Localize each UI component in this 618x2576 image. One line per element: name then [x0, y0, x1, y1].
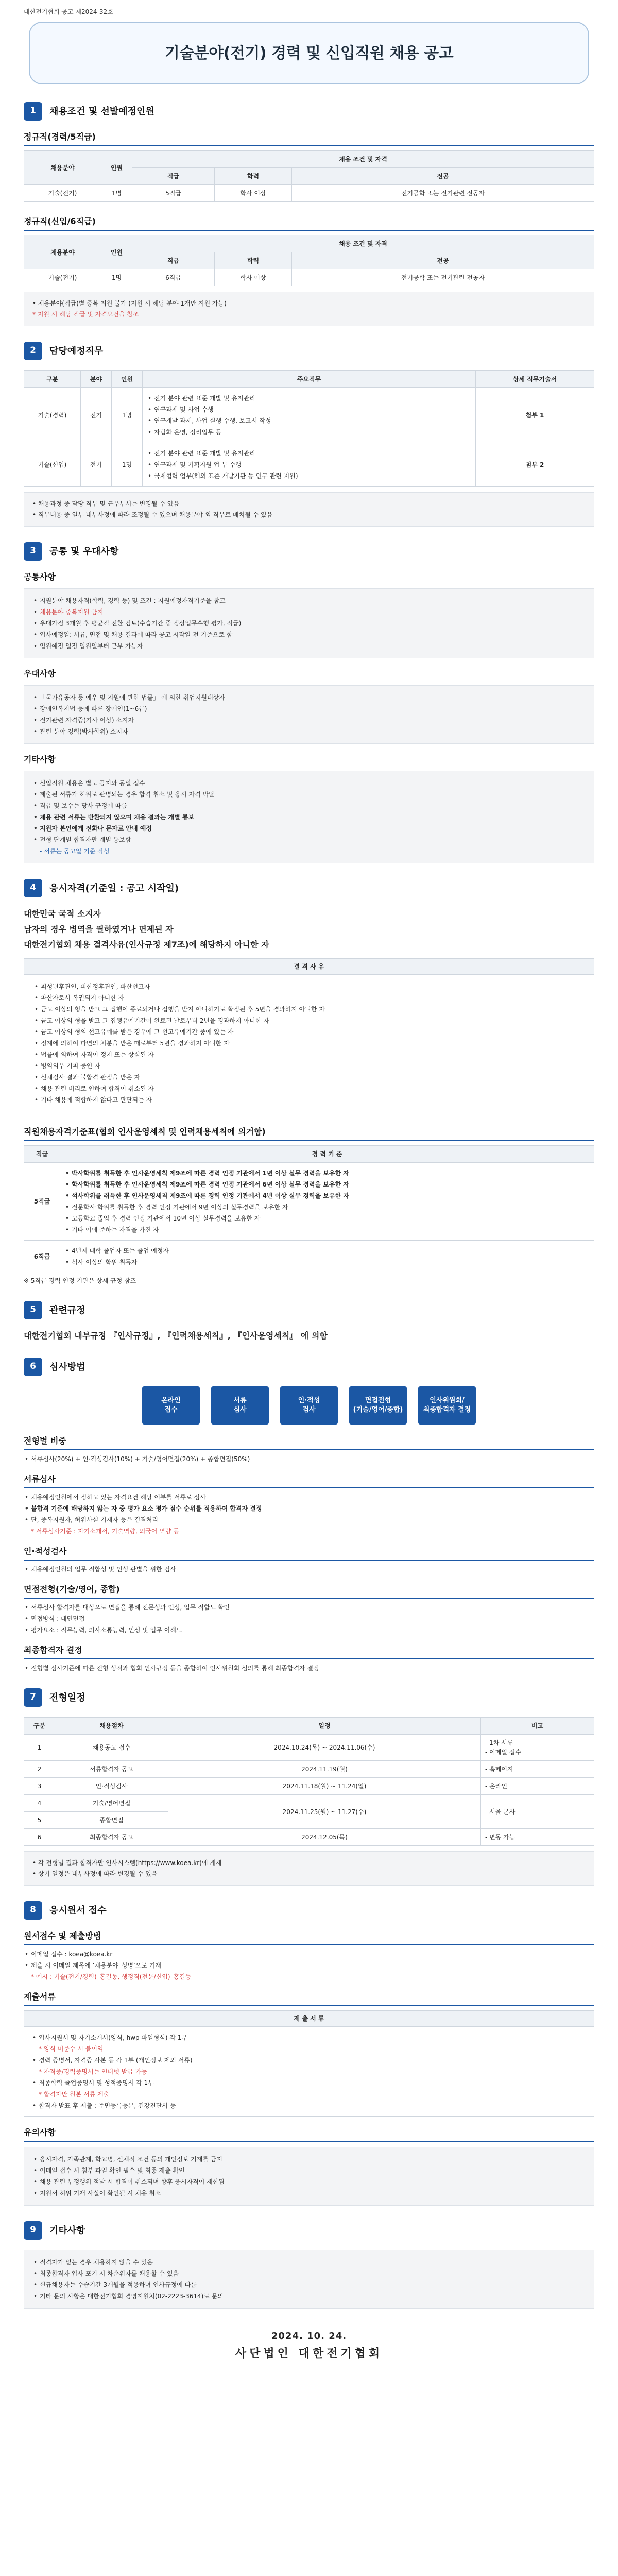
col-detail: 상세 직무기술서: [476, 371, 594, 388]
section-number: 5: [24, 1301, 42, 1319]
cell: - 홈페이지: [481, 1761, 594, 1778]
requirement: 대한전기협회 채용 결격사유(인사규정 제7조)에 해당하지 아니한 자: [24, 940, 269, 950]
footer-org: 사단법인 대한전기협회: [235, 2347, 383, 2360]
final-subtitle: 최종합격자 결정: [24, 1644, 594, 1659]
section-7-header: [24, 1688, 594, 1707]
col-major: 전공: [292, 168, 594, 185]
cell: 학사 이상: [215, 269, 292, 286]
col-field: 채용분야: [24, 235, 101, 269]
cell: 전기공학 또는 전기관련 전공자: [292, 185, 594, 202]
section-title: 담당예정직무: [49, 345, 104, 357]
col-grade: 직급: [132, 168, 215, 185]
col-duty: 주요직무: [143, 371, 476, 388]
list-item: • 학사학위를 취득한 후 인사운영세칙 제9조에 따른 경력 인정 기관에서 6년 이상 실무 경력을 보유한 자: [64, 1180, 590, 1189]
cell: 2: [24, 1761, 55, 1778]
regulation-text: 대한전기협회 내부규정 『인사규정』, 『인력채용세칙』, 『인사운영세칙』 에 의함: [24, 1331, 328, 1341]
cell: 2024.10.24(목) ~ 2024.11.06(수): [168, 1735, 481, 1761]
col-cond: 채용 조건 및 자격: [132, 235, 594, 252]
cell: 기술(전기): [24, 269, 101, 286]
list-item: • 평가요소 : 직무능력, 의사소통능력, 인성 및 업무 이해도: [24, 1625, 594, 1635]
cell: 6직급: [24, 1241, 60, 1273]
list-item: • 지원자 본인에게 전화나 문자로 안내 예정: [32, 824, 586, 833]
col-major: 전공: [292, 252, 594, 269]
list-item: • 박사학위를 취득한 후 인사운영세칙 제9조에 따른 경력 인정 기관에서 1년 이상 실무 경력을 보유한 자: [64, 1168, 590, 1178]
note-line: • 상기 일정은 내부사정에 따라 변경될 수 있음: [32, 1870, 158, 1877]
etc-box: [24, 771, 594, 863]
list-item: • 4년제 대학 졸업자 또는 졸업 예정자: [64, 1246, 590, 1256]
docs-header: 제 출 서 류: [24, 2011, 594, 2027]
list-sub-item: - 서류는 공고일 기준 작성: [40, 848, 110, 855]
cell: 전기: [81, 388, 112, 443]
section-number: 9: [24, 2221, 42, 2240]
section-number: 8: [24, 1901, 42, 1920]
duty-item: • 연구과제 및 기획지원 업 무 수행: [147, 460, 471, 469]
page-title: 기술분야(전기) 경력 및 신입직원 채용 공고: [164, 44, 454, 62]
cell: 5직급: [24, 1163, 60, 1241]
cell: 6: [24, 1829, 55, 1846]
s1-notes: [24, 292, 594, 326]
cell: 2024.11.25(월) ~ 11.27(수): [168, 1795, 481, 1829]
table-row: [24, 185, 594, 202]
list-item: • 최종합격자 입사 포기 시 차순위자를 채용할 수 있음: [32, 2269, 586, 2278]
col-field: 채용분야: [24, 151, 101, 185]
list-item: • 금고 이상의 형의 선고유예를 받은 경우에 그 선고유예기간 중에 있는 자: [33, 1027, 585, 1037]
list-item: • 불합격 기준에 해당하지 않는 자 중 평가 요소 평가 점수 순위를 적용하여 합격자 결정: [24, 1504, 594, 1513]
weight-subtitle: 전형별 비중: [24, 1435, 594, 1450]
process-steps: [24, 1386, 594, 1425]
requirement: 남자의 경우 병역을 필하였거나 면제된 자: [24, 924, 174, 934]
title-box: [29, 22, 589, 84]
std-cell: [60, 1241, 594, 1273]
cell: - 서울 본사: [481, 1795, 594, 1829]
list-item: • 피성년후견인, 피한정후견인, 파산선고자: [33, 982, 585, 991]
list-item: • 기타 채용에 적합하지 않다고 판단되는 자: [33, 1095, 585, 1105]
list-sub-item: * 자격증/경력증명서는 인터넷 발급 가능: [39, 2068, 147, 2075]
list-item: • 「국가유공자 등 예우 및 지원에 관한 법률」 에 의한 취업지원대상자: [32, 693, 586, 702]
list-item: • 장애인복지법 등에 따른 장애인(1~6급): [32, 704, 586, 714]
s2-notes: [24, 492, 594, 527]
list-item: • 지원서 허위 기재 사실이 확인될 시 채용 취소: [32, 2189, 586, 2198]
col-note: 비고: [481, 1718, 594, 1735]
cell: 종합면접: [55, 1812, 168, 1829]
cell: 4: [24, 1795, 55, 1812]
col-div: 구분: [24, 371, 81, 388]
col-std: 경 력 기 준: [60, 1146, 594, 1163]
section-number: 6: [24, 1358, 42, 1376]
cell: 1명: [101, 185, 132, 202]
section-number: 1: [24, 102, 42, 121]
list-item: • 신규채용자는 수습기간 3개월을 적용하며 인사규정에 따름: [32, 2280, 586, 2290]
section-title: 전형일정: [49, 1692, 85, 1703]
list-item: • 전기관련 자격증(기사 이상) 소지자: [32, 716, 586, 725]
section-number: 2: [24, 342, 42, 360]
table-row: [24, 1761, 594, 1778]
interview-subtitle: 면접전형(기술/영어, 종합): [24, 1583, 594, 1599]
note-line: * 지원 시 해당 직급 및 자격요건을 참조: [32, 311, 139, 318]
cell: 전기공학 또는 전기관련 전공자: [292, 269, 594, 286]
list-item: • 병역의무 기피 중인 자: [33, 1061, 585, 1071]
col-edu: 학력: [215, 168, 292, 185]
table-row: [24, 1829, 594, 1846]
col-count: 인원: [101, 151, 132, 185]
newbie-table: [24, 235, 594, 286]
cell: 첨부 1: [476, 388, 594, 443]
list-item: • 관련 분야 경력(박사학위) 소지자: [32, 727, 586, 736]
col-item: 채용절차: [55, 1718, 168, 1735]
list-item: • 기타 문의 사항은 대한전기협회 경영지원처(02-2223-3614)로 문의: [32, 2292, 586, 2301]
docs-box: [24, 2010, 594, 2117]
aptitude-subtitle: 인·적성검사: [24, 1545, 594, 1561]
table-row: [24, 269, 594, 286]
col-cond: 채용 조건 및 자격: [132, 151, 594, 168]
duty-table: [24, 370, 594, 487]
col-count: 인원: [112, 371, 143, 388]
list-item: • 법률에 의하여 자격이 정지 또는 상실된 자: [33, 1050, 585, 1059]
schedule-table: [24, 1717, 594, 1846]
disqualification-header: 결 격 사 유: [24, 959, 594, 975]
list-item: • 우대가점 3개월 후 평균적 전환 검토(수습기간 중 정상업무수행 평가, 직급): [32, 619, 586, 628]
cell: 2024.12.05(목): [168, 1829, 481, 1846]
section-title: 공통 및 우대사항: [49, 546, 119, 557]
cell: 5직급: [132, 185, 215, 202]
list-item: • 석사 이상의 학위 취득자: [64, 1258, 590, 1267]
std-cell: [60, 1163, 594, 1241]
career-std-table: [24, 1145, 594, 1273]
table-row: [24, 443, 594, 487]
list-item: • 서류심사 합격자를 대상으로 면접을 통해 전문성과 인성, 업무 적합도 확인: [24, 1603, 594, 1612]
note-line: • 각 전형별 결과 합격자만 인사시스템(https://www.koea.kr)에 게재: [32, 1859, 222, 1867]
cell: 기술(전기): [24, 185, 101, 202]
col-no: 구분: [24, 1718, 55, 1735]
cell: 2024.11.19(월): [168, 1761, 481, 1778]
cell: 1: [24, 1735, 55, 1761]
list-item: • 합격자 발표 후 제출 : 주민등록등본, 건강진단서 등: [31, 2101, 587, 2110]
section-9-header: [24, 2221, 594, 2240]
col-grade: 직급: [24, 1146, 60, 1163]
cell: - 온라인: [481, 1778, 594, 1795]
list-item: • 신입직원 채용은 별도 공지와 동일 접수: [32, 778, 586, 788]
col-edu: 학력: [215, 252, 292, 269]
step-interview: 면접전형 (기술/영어/종합): [349, 1386, 407, 1425]
table-row: [24, 1163, 594, 1241]
list-item: • 채용 관련 비리로 인하여 합격이 취소된 자: [33, 1084, 585, 1093]
section-title: 채용조건 및 선발예정인원: [49, 106, 154, 117]
list-item: • 전형 단계별 합격자만 개별 통보함: [32, 835, 586, 844]
list-item: • 이메일 접수 시 첨부 파일 확인 필수 및 최종 제출 확인: [32, 2166, 586, 2175]
table-row: [24, 1795, 594, 1812]
list-item: • 직급 및 보수는 당사 규정에 따름: [32, 801, 586, 810]
section-4-header: [24, 879, 594, 897]
common-subtitle: 공통사항: [24, 572, 56, 582]
step-online-apply: 온라인 접수: [142, 1386, 200, 1425]
list-item: • 적격자가 없는 경우 채용하지 않을 수 있음: [32, 2258, 586, 2267]
cell: 최종합격자 공고: [55, 1829, 168, 1846]
cell: 전기: [81, 443, 112, 487]
list-item: • 응시자격, 가족관계, 학교명, 신체적 조건 등의 개인정보 기재를 금지: [32, 2155, 586, 2164]
table-row: [24, 1735, 594, 1761]
cell: - 변동 가능: [481, 1829, 594, 1846]
list-item: • 석사학위를 취득한 후 인사운영세칙 제9조에 따른 경력 인정 기관에서 4년 이상 실무 경력을 보유한 자: [64, 1191, 590, 1200]
cell: 1명: [112, 388, 143, 443]
career-std-subtitle: 직원채용자격기준표(협회 인사운영세칙 및 인력채용세칙에 의거함): [24, 1126, 594, 1141]
receive-subtitle: 원서접수 및 제출방법: [24, 1930, 594, 1945]
table-row: [24, 1778, 594, 1795]
duty-cell: [143, 388, 476, 443]
cell: 학사 이상: [215, 185, 292, 202]
note-line: • 채용분야(직급)별 중복 지원 불가 (지원 시 해당 분야 1개만 지원 가능): [32, 300, 227, 307]
cell: 기술/영어면접: [55, 1795, 168, 1812]
duty-item: • 국제협력 업무(해외 표준 개발기관 등 연구 관련 지원): [147, 471, 471, 481]
list-sub-item: * 서류심사기준 : 자기소개서, 기술역량, 외국어 역량 등: [31, 1528, 179, 1535]
career-table: [24, 150, 594, 202]
cell: 6직급: [132, 269, 215, 286]
list-item: • 채용예정인원의 업무 적합성 및 인성 판별을 위한 검사: [24, 1565, 594, 1574]
cell: 서류합격자 공고: [55, 1761, 168, 1778]
section-6-header: [24, 1358, 594, 1376]
list-item: • 이메일 접수 : koea@koea.kr: [24, 1950, 594, 1959]
doc-review-subtitle: 서류심사: [24, 1473, 594, 1488]
list-item: • 제출된 서류가 허위로 판명되는 경우 합격 취소 및 응시 자격 박탈: [32, 790, 586, 799]
list-item: • 금고 이상의 형을 받고 그 집행이 종료되거나 집행을 받지 아니하기로 확정된 후 5년을 경과하지 아니한 자: [33, 1005, 585, 1014]
list-item: • 지원분야 채용자격(학력, 경력 등) 및 조건 : 지원예정자격기준을 참고: [32, 596, 586, 605]
duty-cell: [143, 443, 476, 487]
list-item: • 경력 증명서, 자격증 사본 등 각 1부 (개인정보 제외 서류): [31, 2056, 587, 2065]
list-item: • 채용 관련 부정행위 적발 시 합격이 취소되며 향후 응시자격이 제한됨: [32, 2177, 586, 2187]
pref-box: [24, 685, 594, 744]
duty-item: • 전기 분야 관련 표준 개발 및 유지관리: [147, 449, 471, 458]
list-sub-item: * 예시 : 기술(전기/경력)_홍길동, 행정직(전문/신입)_홍길동: [31, 1973, 192, 1980]
common-box: [24, 588, 594, 658]
section-title: 심사방법: [49, 1361, 85, 1372]
list-item: • 입사예정일: 서류, 면접 및 채용 결과에 따라 공고 시작일 전 기준으로 함: [32, 630, 586, 639]
list-item: • 면접방식 : 대면면접: [24, 1614, 594, 1623]
section-8-header: [24, 1901, 594, 1920]
list-item: • 금고 이상의 형을 받고 그 집행유예기간이 완료된 날로부터 2년을 경과하지 아니한 자: [33, 1016, 585, 1025]
cell: - 1차 서류 - 이메일 접수: [481, 1735, 594, 1761]
docs-subtitle: 제출서류: [24, 1991, 594, 2006]
list-item: • 서류심사(20%) + 인·적성검사(10%) + 기술/영어면접(20%) + 종합면접(50%): [24, 1454, 594, 1464]
cell: 기술(신입): [24, 443, 81, 487]
list-item: • 제출 시 이메일 제목에 ‘채용분야_성명’으로 기재: [24, 1961, 594, 1970]
career-subtitle: 정규직(경력/5직급): [24, 131, 594, 146]
col-date: 일정: [168, 1718, 481, 1735]
step-doc-review: 서류 심사: [211, 1386, 269, 1425]
cell: 5: [24, 1812, 55, 1829]
etc-subtitle: 기타사항: [24, 754, 56, 764]
col-grade: 직급: [132, 252, 215, 269]
section-number: 4: [24, 879, 42, 897]
section-title: 관련규정: [49, 1304, 85, 1316]
duty-item: • 전기 분야 관련 표준 개발 및 유지관리: [147, 394, 471, 403]
step-final: 인사위원회/ 최종합격자 결정: [418, 1386, 476, 1425]
newbie-subtitle: 정규직(신입/6직급): [24, 215, 594, 231]
list-item: • 전문학사 학위를 취득한 후 경력 인정 기관에서 9년 이상의 실무경력을 보유한 자: [64, 1202, 590, 1212]
notice-number: 대한전기협회 공고 제2024-32호: [24, 8, 113, 15]
duty-item: • 연구개발 과제, 사업 실행 수행, 보고서 작성: [147, 416, 471, 426]
col-count: 인원: [101, 235, 132, 269]
cell: 3: [24, 1778, 55, 1795]
std-note: ※ 5직급 경력 인정 기관은 상세 규정 참조: [24, 1277, 136, 1284]
list-item: • 기타 이에 준하는 자격을 가진 자: [64, 1225, 590, 1234]
list-item: • 고등학교 졸업 후 경력 인정 기관에서 10년 이상 실무경력을 보유한 자: [64, 1214, 590, 1223]
list-item: • 징계에 의하여 파면의 처분을 받은 때로부터 5년을 경과하지 아니한 자: [33, 1039, 585, 1048]
cell: 첨부 2: [476, 443, 594, 487]
section-2-header: [24, 342, 594, 360]
list-item: • 파산자로서 복권되지 아니한 자: [33, 993, 585, 1003]
duty-item: • 자립화 운영, 정리업무 등: [147, 428, 471, 437]
list-sub-item: * 합격자만 원본 서류 제출: [39, 2091, 110, 2098]
duty-item: • 연구과제 및 사업 수행: [147, 405, 471, 414]
note-line: • 채용과정 중 담당 직무 및 근무부서는 변경될 수 있음: [32, 500, 179, 507]
table-row: [24, 1241, 594, 1273]
s7-notes: [24, 1851, 594, 1886]
list-item: • 채용분야 중복지원 금지: [32, 607, 586, 617]
list-sub-item: * 양식 미준수 시 불이익: [39, 2045, 104, 2053]
cell: 채용공고 접수: [55, 1735, 168, 1761]
list-item: • 최종학력 졸업증명서 및 성적증명서 각 1부: [31, 2078, 587, 2088]
list-item: • 채용 관련 서류는 반환되지 않으며 채용 결과는 개별 통보: [32, 812, 586, 822]
list-item: • 단, 중복지원자, 허위사실 기재자 등은 결격처리: [24, 1515, 594, 1524]
section-5-header: [24, 1301, 594, 1319]
caution-box: [24, 2147, 594, 2206]
list-item: • 전형별 심사기준에 따른 전형 성적과 협회 인사규정 등을 종합하여 인사위원회 심의를 통해 최종합격자 결정: [24, 1664, 594, 1673]
cell: 2024.11.18(월) ~ 11.24(일): [168, 1778, 481, 1795]
note-line: • 직무내용 중 일부 내부사정에 따라 조정될 수 있으며 채용분야 외 직무로 배치될 수 있음: [32, 511, 273, 518]
caution-subtitle: 유의사항: [24, 2126, 594, 2142]
section-number: 3: [24, 542, 42, 561]
section-title: 기타사항: [49, 2225, 85, 2236]
cell: 1명: [112, 443, 143, 487]
cell: 인·적성검사: [55, 1778, 168, 1795]
footer: [24, 2329, 594, 2362]
requirement: 대한민국 국적 소지자: [24, 909, 101, 919]
cell: 기술(경력): [24, 388, 81, 443]
table-row: [24, 388, 594, 443]
col-field: 분야: [81, 371, 112, 388]
footer-date: 2024. 10. 24.: [271, 2331, 347, 2342]
section-1-header: [24, 102, 594, 121]
pref-subtitle: 우대사항: [24, 669, 56, 679]
list-item: • 입원예정 일정 입원일부터 근무 가능자: [32, 641, 586, 651]
etc-notes: [24, 2250, 594, 2309]
cell: 1명: [101, 269, 132, 286]
list-item: • 채용예정인원에서 정하고 있는 자격요건 해당 여부를 서류로 심사: [24, 1493, 594, 1502]
disqualification-box: [24, 958, 594, 1112]
section-3-header: [24, 542, 594, 561]
list-item: • 신체검사 결과 불합격 판정을 받은 자: [33, 1073, 585, 1082]
section-number: 7: [24, 1688, 42, 1707]
section-title: 응시원서 접수: [49, 1905, 107, 1916]
section-title: 응시자격(기준일 : 공고 시작일): [49, 883, 179, 894]
step-aptitude: 인·적성 검사: [280, 1386, 338, 1425]
list-item: • 입사지원서 및 자기소개서(양식, hwp 파일형식) 각 1부: [31, 2033, 587, 2042]
